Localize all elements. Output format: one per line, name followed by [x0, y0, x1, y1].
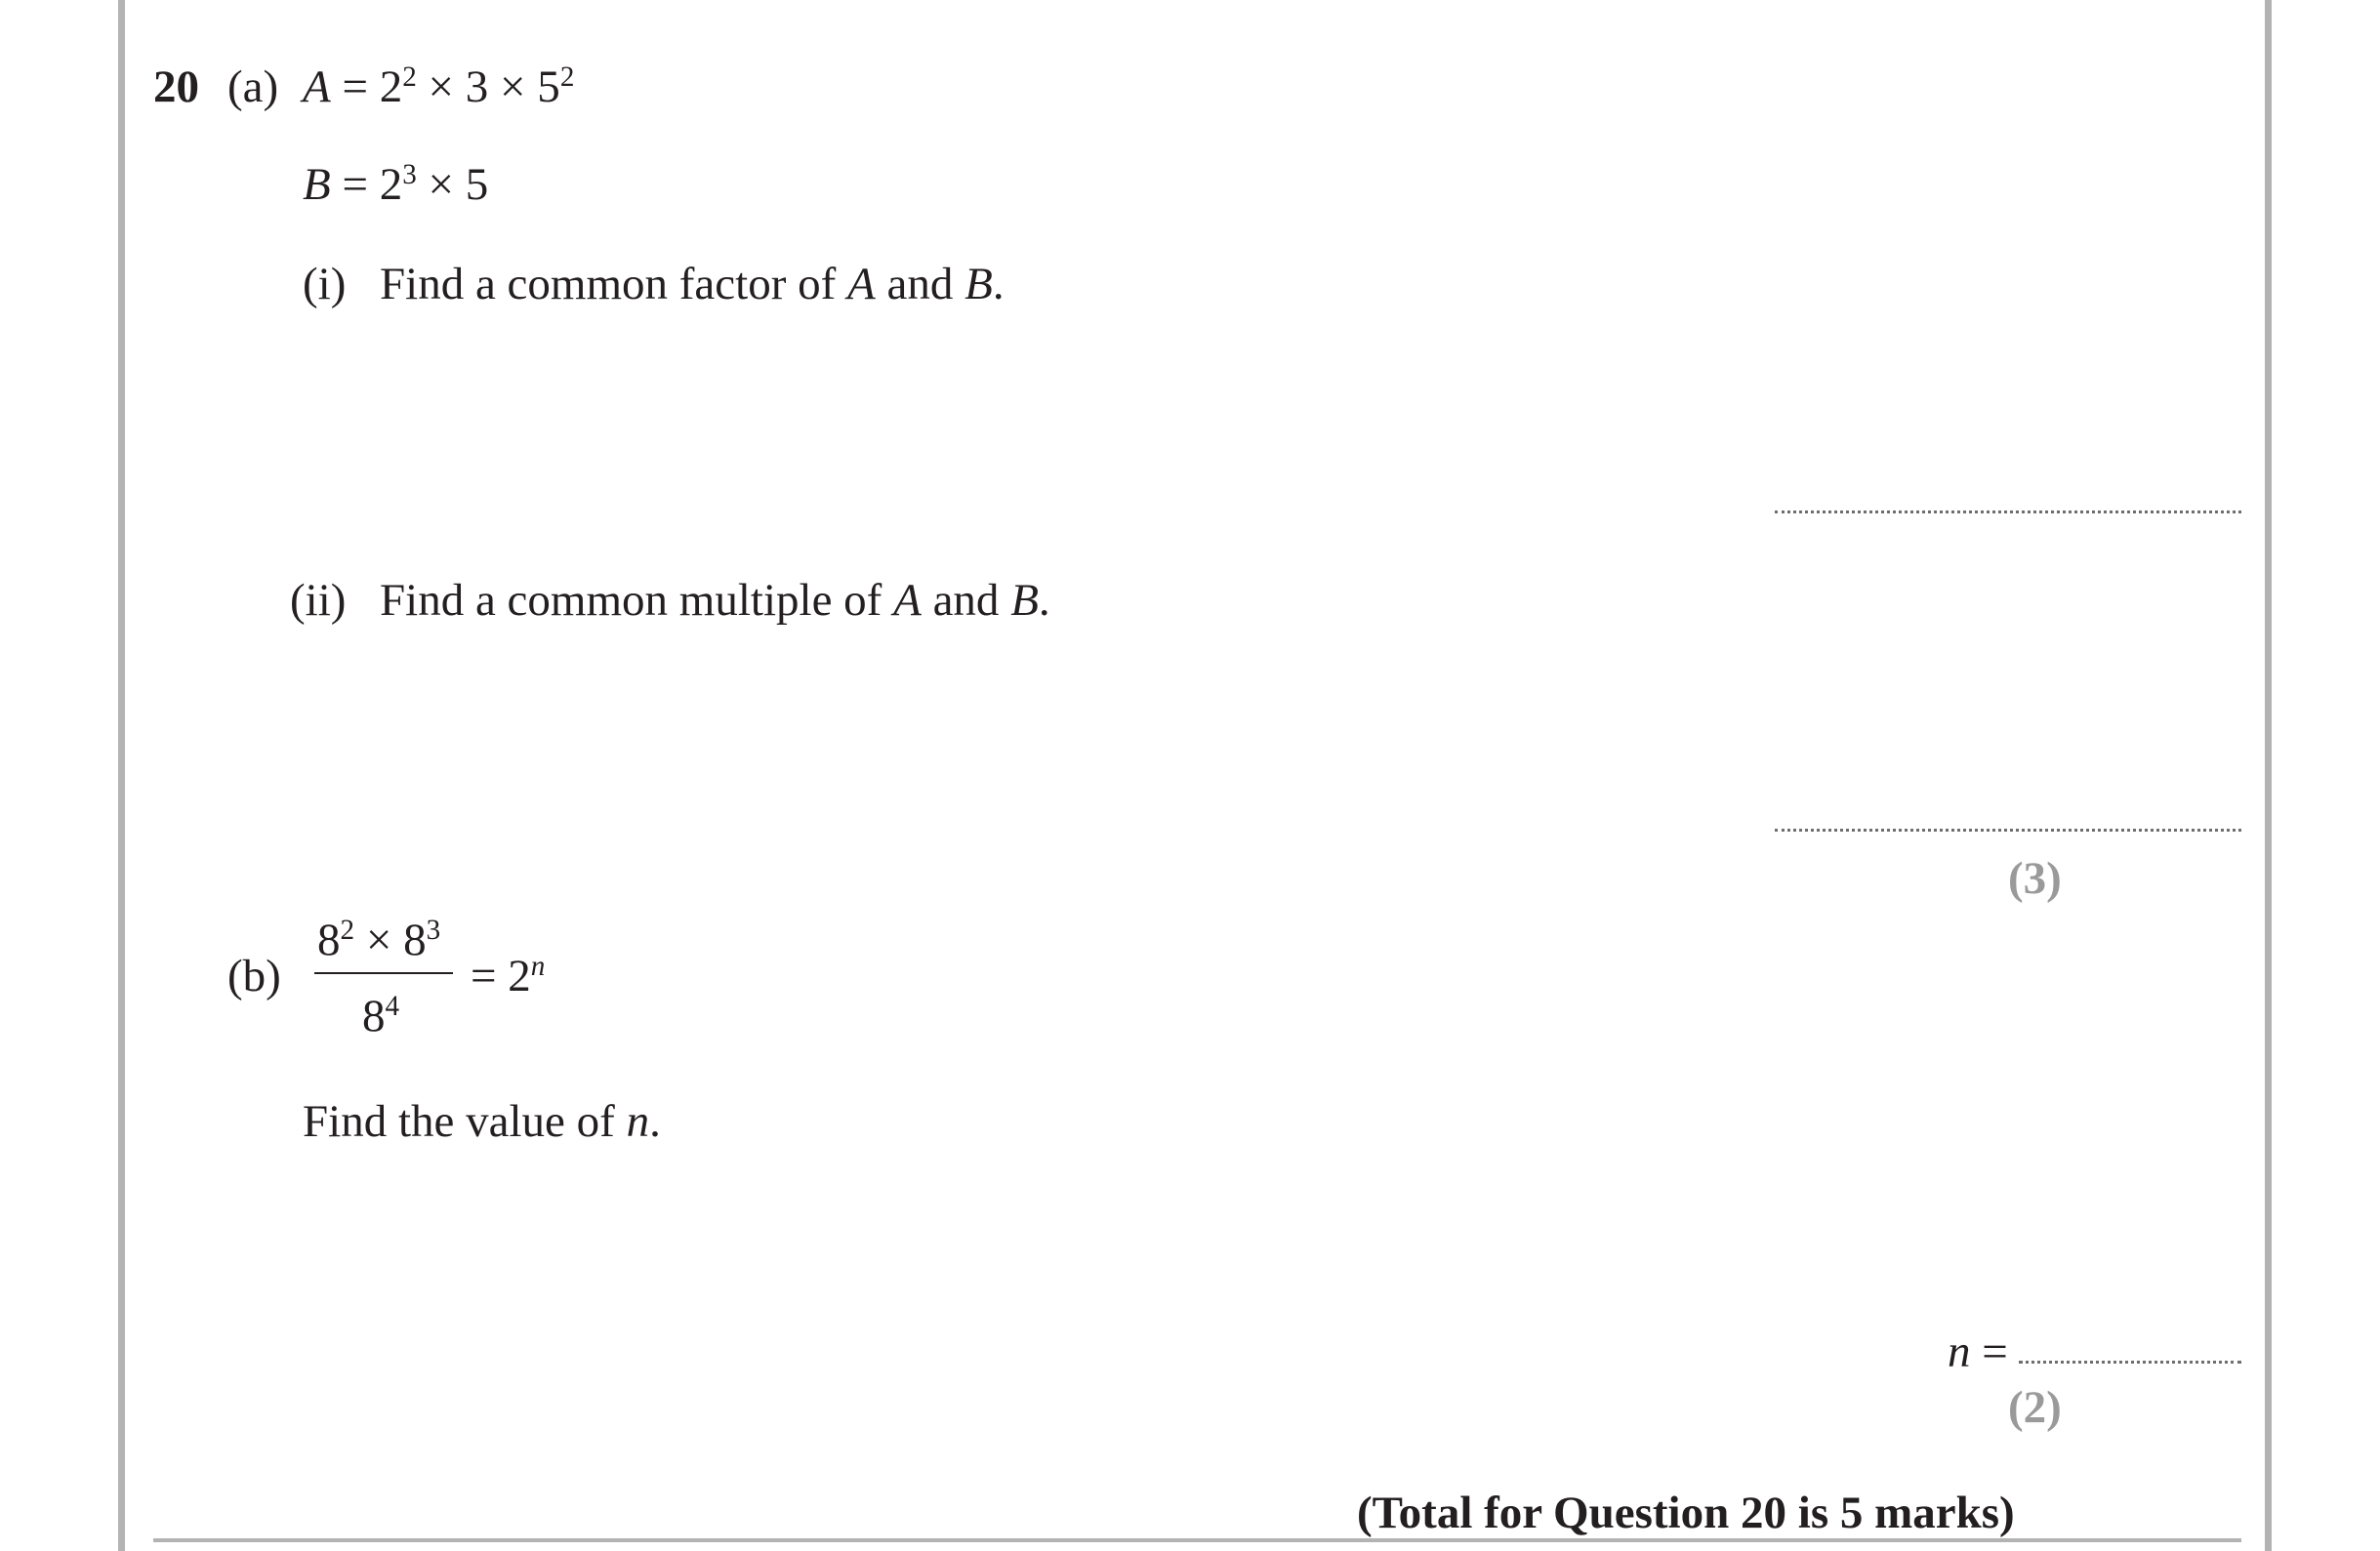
- fraction-bar: [314, 972, 453, 974]
- text: Find a common multiple of: [380, 575, 894, 626]
- variable-b: B: [1010, 575, 1039, 626]
- exponent: 2: [402, 61, 417, 93]
- exponent: 2: [559, 61, 575, 93]
- answer-line-n[interactable]: [2019, 1361, 2241, 1364]
- equation-rhs: [471, 950, 546, 1001]
- marks-part-a: (3): [2008, 853, 2062, 904]
- variable-a: A: [893, 575, 922, 626]
- exponent: 2: [340, 914, 355, 946]
- part-a-i-label: (i): [303, 259, 347, 309]
- text: Find a common factor of: [380, 259, 848, 309]
- expression-b-part-1: = 2: [330, 159, 403, 210]
- base: 8: [317, 915, 341, 965]
- answer-line-i[interactable]: [1775, 510, 2241, 513]
- equals: =: [1970, 1327, 2008, 1377]
- text: .: [1038, 575, 1050, 626]
- fraction-numerator: [317, 914, 441, 965]
- exponent: 3: [426, 914, 441, 946]
- answer-label-n: [1948, 1329, 2008, 1375]
- variable-n: n: [1948, 1327, 1971, 1377]
- part-a-ii-text: [380, 575, 1050, 626]
- part-a-label: (a): [227, 61, 279, 112]
- answer-line-ii[interactable]: [1775, 829, 2241, 832]
- variable-b: B: [303, 159, 331, 210]
- expression-a: [303, 61, 575, 112]
- base: 8: [362, 991, 386, 1041]
- exponent: 3: [402, 158, 417, 190]
- variable-a: A: [847, 259, 876, 309]
- variable-n: n: [626, 1096, 650, 1147]
- expression-b: [303, 158, 489, 210]
- expression-a-part-2: × 3 × 5: [416, 61, 560, 112]
- text: and: [921, 575, 1011, 626]
- equals-two: = 2: [471, 951, 531, 1001]
- variable-b: B: [964, 259, 993, 309]
- part-a-i-text: [380, 259, 1005, 309]
- part-b-instruction: [303, 1096, 661, 1147]
- expression-a-part-1: = 2: [330, 61, 403, 112]
- variable-a: A: [303, 61, 331, 112]
- fraction-denominator: [362, 990, 400, 1041]
- part-b-label: (b): [227, 951, 281, 1001]
- times-sign: ×: [354, 915, 404, 965]
- question-number: 20: [153, 61, 199, 112]
- exponent: 4: [385, 990, 400, 1022]
- marks-part-b: (2): [2008, 1382, 2062, 1433]
- expression-b-part-2: × 5: [416, 159, 489, 210]
- exponent-n: n: [530, 950, 546, 982]
- question-end-rule: [153, 1538, 2241, 1542]
- total-marks: (Total for Question 20 is 5 marks): [1357, 1488, 2015, 1538]
- text: .: [649, 1096, 661, 1147]
- left-page-border: [118, 0, 125, 1551]
- base: 8: [403, 915, 427, 965]
- text: Find the value of: [303, 1096, 627, 1147]
- text: .: [992, 259, 1005, 309]
- text: and: [875, 259, 965, 309]
- part-a-ii-label: (ii): [290, 575, 347, 626]
- right-page-border: [2265, 0, 2272, 1551]
